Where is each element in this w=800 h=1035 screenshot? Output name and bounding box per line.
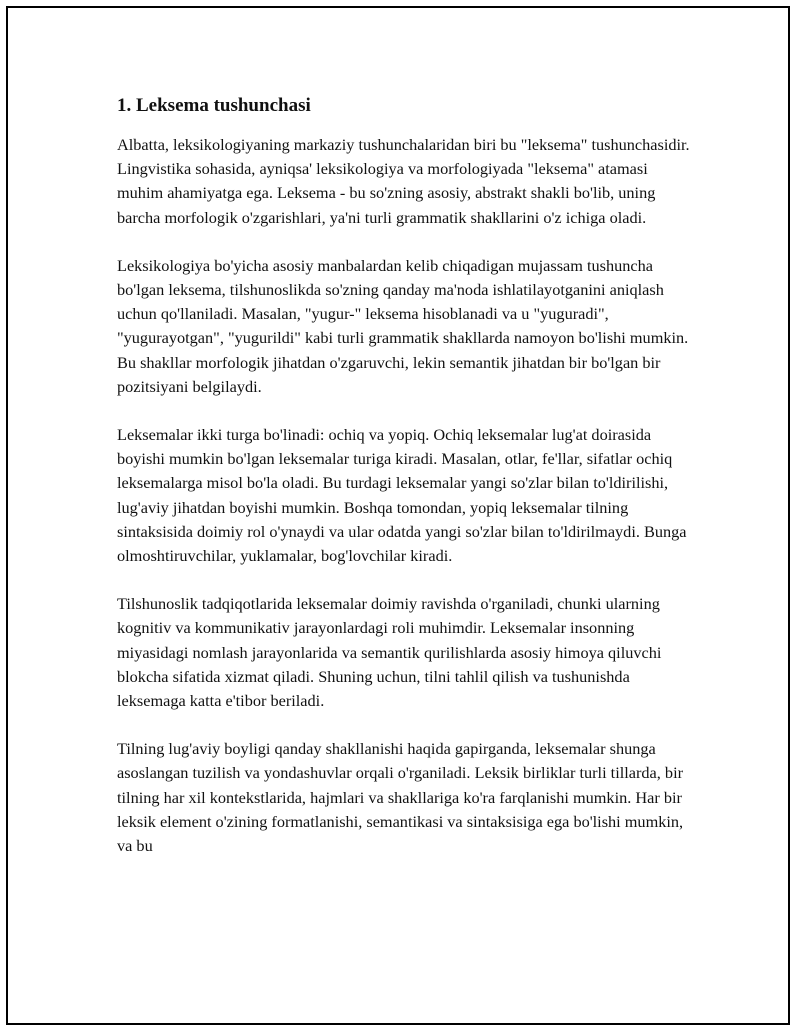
paragraph-5: Tilning lug'aviy boyligi qanday shakllanishi haqida gapirganda, leksemalar shunga asoslangan tuzilish va yondashuvlar orqali o'rganiladi. Leksik birliklar turli tillarda, bir tilning har xil kontekstlarida, hajmlari va shakllariga ko'ra farqlanishi mumkin. Har bir leksik element o'zining formatlanishi, semantikasi va sintaksisiga ega bo'lishi mumkin, va bu bbox=[117, 739, 684, 856]
paragraph-2: Leksikologiya bo'yicha asosiy manbalardan kelib chiqadigan mujassam tushuncha bo'lgan leksema, tilshunoslikda so'zning qanday ma'noda ishlatilayotganini aniqlash uchun qo'llaniladi. Masalan, "yugur-" leksema hisoblanadi va u "yuguradi", "yugurayotgan", "yugurildi" kabi turli grammatik shakllarda namoyon bo'lishi mumkin. Bu shakllar morfologik jihatdan o'zgaruvchi, lekin semantik jihatdan bir bo'lgan bir pozitsiyani belgilaydi. bbox=[117, 255, 689, 396]
section-heading: 1. Leksema tushunchasi bbox=[117, 95, 311, 116]
paragraph-3: Leksemalar ikki turga bo'linadi: ochiq va yopiq. Ochiq leksemalar lug'at doirasida boyishi mumkin bo'lgan leksemalar turiga kiradi. Masalan, otlar, fe'llar, sifatlar ochiq leksemalarga misol bo'la oladi. Bu turdagi leksemalar yangi so'zlar bilan to'ldirilishi, lug'aviy jihatdan boyishi mumkin. Boshqa tomondan, yopiq leksemalar tilning sintaksisida doimiy rol o'ynaydi va ular odatda yangi so'zlar bilan to'ldirilmaydi. Bunga olmoshtiruvchilar, yuklamalar, bog'lovchilar kiradi. bbox=[117, 425, 687, 566]
document-body bbox=[117, 91, 697, 882]
paragraph-1: Albatta, leksikologiyaning markaziy tushunchalaridan biri bu "leksema" tushunchasidir. Lingvistika sohasida, ayniqsa' leksikologiya va morfologiyada "leksema" atamasi muhim ahamiyatga ega. Leksema - bu so'zning asosiy, abstrakt shakli bo'lib, uning barcha morfologik o'zgarishlari, ya'ni turli grammatik shakllarini o'z ichiga oladi. bbox=[117, 135, 690, 227]
paragraph-4: Tilshunoslik tadqiqotlarida leksemalar doimiy ravishda o'rganiladi, chunki ularning kognitiv va kommunikativ jarayonlardagi roli muhimdir. Leksemalar insonning miyasidagi nomlash jarayonlarida va semantik qurilishlarda asosiy himoya qiluvchi blokcha sifatida xizmat qiladi. Shuning uchun, tilni tahlil qilish va tushunishda leksemaga katta e'tibor beriladi. bbox=[117, 594, 662, 711]
